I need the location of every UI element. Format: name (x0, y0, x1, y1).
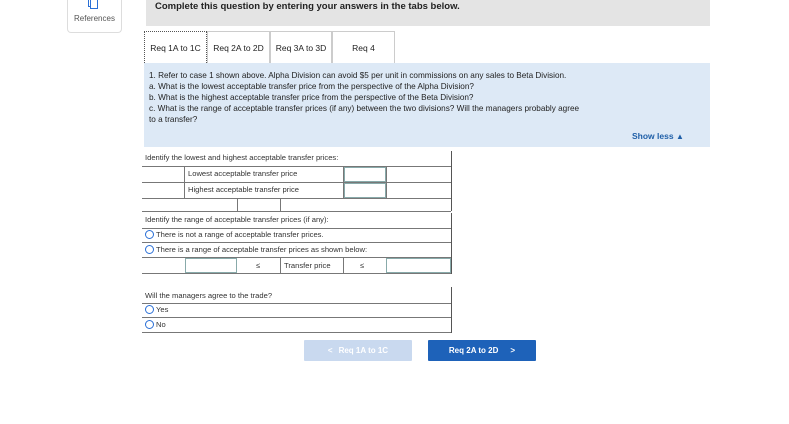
leq-symbol: ≤ (256, 261, 261, 270)
table-border (142, 211, 451, 212)
option-no-range-label: There is not a range of acceptable transfer prices. (156, 230, 324, 239)
question-line: a. What is the lowest acceptable transfer price from the perspective of the Alpha Division? (149, 82, 474, 91)
table-border (142, 303, 451, 304)
option-range-label: There is a range of acceptable transfer prices as shown below: (156, 245, 368, 254)
table-border (142, 228, 451, 229)
triangle-up-icon: ▲ (675, 132, 684, 141)
prev-tab-button[interactable] (304, 340, 412, 361)
table-border (142, 198, 451, 199)
question-line: c. What is the range of acceptable transfer prices (if any) between the two divisions? Will the managers probably agree (149, 104, 580, 113)
lowest-price-label: Lowest acceptable transfer price (188, 169, 298, 178)
question-line: to a transfer? (149, 115, 198, 124)
table-border (451, 213, 452, 274)
range-max-input[interactable] (386, 258, 451, 273)
yes-label: Yes (156, 305, 169, 314)
table-border (142, 242, 451, 243)
table-border (142, 273, 451, 274)
show-less-label: Show less (632, 131, 674, 141)
next-tab-label: Req 2A to 2D (448, 346, 499, 355)
table-border (237, 198, 238, 211)
question-line: b. What is the highest acceptable transfer price from the perspective of the Beta Division? (149, 93, 474, 102)
table-border (343, 258, 344, 273)
tab-req-1a-1c[interactable]: Req 1A to 1C (144, 31, 207, 63)
references-label: References (74, 14, 115, 23)
document-icon (88, 0, 98, 9)
tab-req-2a-2d[interactable]: Req 2A to 2D (207, 31, 270, 63)
highest-price-input[interactable] (344, 183, 386, 198)
table-border (451, 287, 452, 333)
show-less-link[interactable] (632, 131, 684, 141)
chevron-right-icon: > (510, 346, 516, 355)
radio-yes[interactable] (145, 305, 154, 314)
chevron-left-icon: < (327, 346, 333, 355)
no-label: No (156, 320, 166, 329)
instruction-banner (146, 0, 710, 26)
radio-no[interactable] (145, 320, 154, 329)
table-border (142, 332, 451, 333)
table-border (451, 151, 452, 211)
table-border (184, 166, 185, 198)
references-button[interactable] (67, 0, 122, 33)
table-border (280, 258, 281, 273)
prev-tab-label: Req 1A to 1C (338, 346, 389, 355)
next-tab-button[interactable] (428, 340, 536, 361)
question-text (149, 70, 699, 125)
instruction-text: Complete this question by entering your answers in the tabs below. (155, 1, 460, 12)
table-border (280, 198, 281, 211)
lowest-price-input[interactable] (344, 167, 386, 182)
radio-no-range[interactable] (145, 230, 154, 239)
radio-range[interactable] (145, 245, 154, 254)
prompt-agree: Will the managers agree to the trade? (145, 291, 273, 300)
transfer-price-label: Transfer price (284, 261, 331, 270)
leq-symbol: ≤ (360, 261, 365, 270)
table-border (142, 166, 451, 167)
tab-req-3a-3d[interactable]: Req 3A to 3D (270, 31, 332, 63)
table-border (142, 317, 451, 318)
highest-price-label: Highest acceptable transfer price (188, 185, 300, 194)
tab-req-4[interactable]: Req 4 (332, 31, 395, 63)
question-line: 1. Refer to case 1 shown above. Alpha Division can avoid $5 per unit in commissions on any sales to Beta Division. (149, 71, 567, 80)
prompt-range: Identify the range of acceptable transfer prices (if any): (145, 215, 329, 224)
range-min-input[interactable] (185, 258, 237, 273)
table-border (386, 166, 387, 198)
table-border (142, 182, 451, 183)
prompt-lowest-highest: Identify the lowest and highest acceptable transfer prices: (145, 153, 339, 162)
